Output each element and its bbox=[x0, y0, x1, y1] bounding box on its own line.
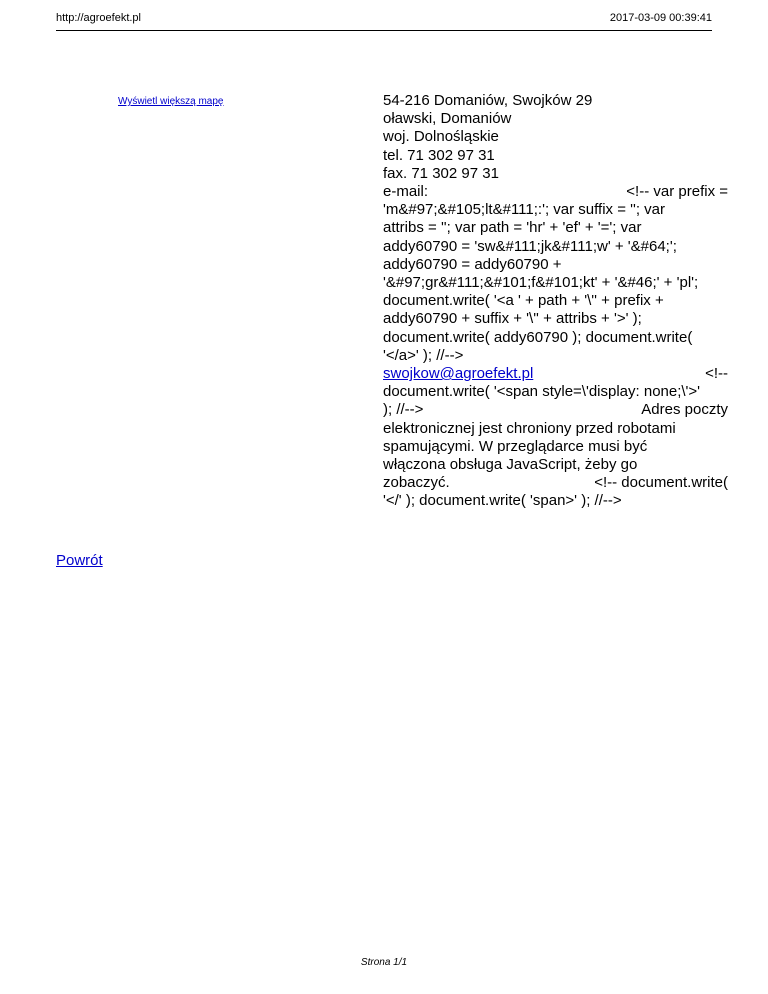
address-line-1: 54-216 Domaniów, Swojków 29 bbox=[383, 92, 593, 109]
view-larger-map-link[interactable]: Wyświetl większą mapę bbox=[118, 96, 224, 107]
phone-number: tel. 71 302 97 31 bbox=[383, 146, 495, 164]
script-line: '</a>' ); //--> bbox=[383, 346, 464, 364]
address-line-3: woj. Dolnośląskie bbox=[383, 128, 499, 146]
email-link[interactable]: swojkow@agroefekt.pl bbox=[383, 365, 534, 383]
back-link[interactable]: Powrót bbox=[56, 552, 103, 569]
header-divider bbox=[56, 30, 712, 31]
script-line: 'm&#97;&#105;lt&#111;:'; var suffix = ''; var bbox=[383, 201, 666, 219]
script-line: '</' ); document.write( 'span>' ); //--> bbox=[383, 492, 622, 510]
script-line: addy60790 = 'sw&#111;jk&#111;w' + '&#64;'; bbox=[383, 237, 677, 255]
contact-block bbox=[383, 92, 728, 511]
script-line: '&#97;gr&#111;&#101;f&#101;kt' + '&#46;' + 'pl'; bbox=[383, 274, 699, 292]
script-line: addy60790 + suffix + '\'' + attribs + '>' ); bbox=[383, 310, 642, 328]
fax-number: fax. 71 302 97 31 bbox=[383, 164, 499, 182]
protection-notice-text: zobaczyć. bbox=[383, 474, 450, 492]
script-fragment: ); //--> bbox=[383, 401, 424, 419]
email-label: e-mail: bbox=[383, 183, 429, 201]
protection-notice-text: elektronicznej jest chroniony przed robotami bbox=[383, 419, 676, 437]
print-datetime: 2017-03-09 00:39:41 bbox=[609, 12, 712, 24]
page-number: Strona 1/1 bbox=[360, 957, 408, 968]
protection-notice-text: spamującymi. W przeglądarce musi być bbox=[383, 437, 648, 455]
script-fragment: <!-- var prefix = bbox=[626, 183, 728, 201]
email-link-row bbox=[383, 365, 728, 383]
script-line: document.write( '<a ' + path + '\'' + prefix + bbox=[383, 292, 664, 310]
script-line: document.write( addy60790 ); document.write( bbox=[383, 328, 693, 346]
page-url: http://agroefekt.pl bbox=[56, 12, 141, 24]
script-fragment: <!-- bbox=[705, 365, 728, 383]
email-row bbox=[383, 183, 728, 201]
script-line: attribs = ''; var path = 'hr' + 'ef' + '='; var bbox=[383, 219, 642, 237]
script-line: document.write( '<span style=\'display: none;\'>' bbox=[383, 383, 701, 401]
protection-notice-row bbox=[383, 474, 728, 492]
protection-notice-row bbox=[383, 401, 728, 419]
script-fragment: <!-- document.write( bbox=[594, 474, 728, 492]
protection-notice-text: włączona obsługa JavaScript, żeby go bbox=[383, 456, 638, 474]
address-line-2: oławski, Domaniów bbox=[383, 110, 512, 128]
script-line: addy60790 = addy60790 + bbox=[383, 255, 562, 273]
protection-notice-text: Adres poczty bbox=[641, 401, 728, 419]
